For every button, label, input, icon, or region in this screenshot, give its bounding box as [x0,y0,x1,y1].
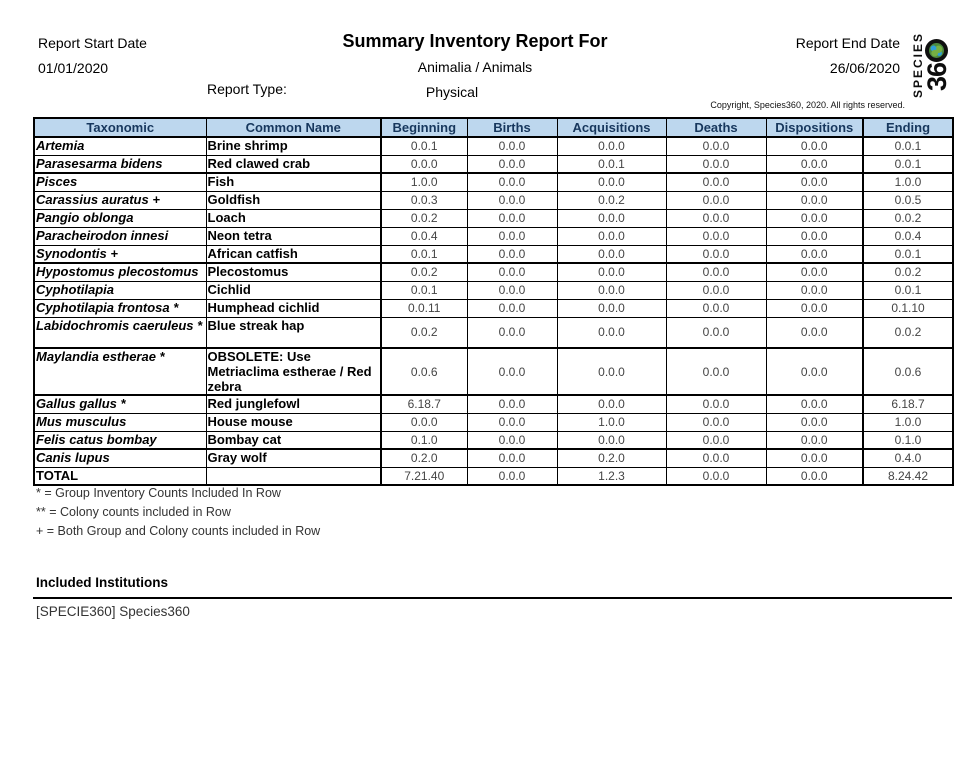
cell-births: 0.0.0 [467,227,557,245]
table-row [34,317,953,348]
cell-taxonomic: Paracheirodon innesi [34,227,206,245]
cell-common-name: Blue streak hap [206,317,381,348]
cell-beginning: 1.0.0 [381,173,467,191]
cell-ending: 0.1.10 [863,299,953,317]
table-row [34,137,953,155]
col-header-ending: Ending [863,118,953,137]
globe-icon [925,39,948,62]
page-title: Summary Inventory Report For [342,31,608,51]
cell-acquisitions: 0.0.0 [557,209,666,227]
cell-ending: 1.0.0 [863,173,953,191]
cell-deaths: 0.0.0 [666,395,766,413]
cell-births: 0.0.0 [467,317,557,348]
institution-item: [SPECIE360] Species360 [36,604,190,619]
logo-wordmark-species: SPECIES [910,31,925,99]
page-subtitle: Animalia / Animals [417,59,533,75]
cell-births: 0.0.0 [467,348,557,395]
cell-acquisitions: 1.2.3 [557,467,666,485]
report-type-label: Report Type: [207,81,287,97]
cell-beginning: 6.18.7 [381,395,467,413]
cell-beginning: 0.0.2 [381,317,467,348]
cell-dispositions: 0.0.0 [766,281,863,299]
cell-taxonomic: Hypostomus plecostomus [34,263,206,281]
cell-ending: 0.0.2 [863,209,953,227]
logo-36-text: 36 [921,62,952,92]
cell-acquisitions: 0.0.0 [557,263,666,281]
cell-deaths: 0.0.0 [666,263,766,281]
footnote-group-and-colony: + = Both Group and Colony counts included in Row [36,524,321,538]
cell-births: 0.0.0 [467,191,557,209]
cell-ending: 6.18.7 [863,395,953,413]
cell-beginning: 0.0.1 [381,137,467,155]
col-header-acquisitions: Acquisitions [557,118,666,137]
cell-taxonomic: Felis catus bombay [34,431,206,449]
cell-deaths: 0.0.0 [666,413,766,431]
cell-taxonomic: Pangio oblonga [34,209,206,227]
cell-births: 0.0.0 [467,449,557,467]
cell-taxonomic: Pisces [34,173,206,191]
cell-common-name: Bombay cat [206,431,381,449]
cell-births: 0.0.0 [467,173,557,191]
cell-beginning: 7.21.40 [381,467,467,485]
cell-dispositions: 0.0.0 [766,449,863,467]
cell-common-name: Fish [206,173,381,191]
included-institutions-section [33,575,952,619]
cell-births: 0.0.0 [467,395,557,413]
cell-beginning: 0.0.0 [381,155,467,173]
cell-dispositions: 0.0.0 [766,209,863,227]
cell-deaths: 0.0.0 [666,173,766,191]
cell-ending: 0.0.1 [863,245,953,263]
cell-ending: 0.0.2 [863,317,953,348]
cell-common-name: Brine shrimp [206,137,381,155]
cell-deaths: 0.0.0 [666,209,766,227]
cell-taxonomic: Artemia [34,137,206,155]
cell-taxonomic: Labidochromis caeruleus * [34,317,206,348]
cell-acquisitions: 0.0.1 [557,155,666,173]
cell-beginning: 0.0.1 [381,281,467,299]
table-total-row [34,467,953,485]
cell-acquisitions: 0.0.0 [557,245,666,263]
cell-taxonomic: Cyphotilapia frontosa * [34,299,206,317]
cell-dispositions: 0.0.0 [766,317,863,348]
cell-births: 0.0.0 [467,245,557,263]
report-type-value: Physical [425,84,479,100]
cell-taxonomic: Mus musculus [34,413,206,431]
cell-taxonomic: Gallus gallus * [34,395,206,413]
cell-taxonomic: Maylandia estherae * [34,348,206,395]
cell-deaths: 0.0.0 [666,449,766,467]
cell-beginning: 0.0.1 [381,245,467,263]
cell-common-name [206,467,381,485]
cell-dispositions: 0.0.0 [766,431,863,449]
table-row [34,209,953,227]
cell-acquisitions: 1.0.0 [557,413,666,431]
table-row [34,299,953,317]
logo-wordmark-360 [921,39,952,92]
cell-acquisitions: 0.0.0 [557,281,666,299]
cell-dispositions: 0.0.0 [766,413,863,431]
col-header-births: Births [467,118,557,137]
cell-ending: 0.1.0 [863,431,953,449]
cell-deaths: 0.0.0 [666,155,766,173]
cell-total-label: TOTAL [34,467,206,485]
report-start-date-value: 01/01/2020 [38,60,109,76]
cell-deaths: 0.0.0 [666,348,766,395]
included-institutions-heading: Included Institutions [33,575,952,599]
col-header-dispositions: Dispositions [766,118,863,137]
table-row [34,395,953,413]
report-end-date-block [796,36,900,76]
cell-common-name: OBSOLETE: Use Metriaclima estherae / Red zebra [206,348,381,395]
table-row [34,191,953,209]
cell-beginning: 0.0.4 [381,227,467,245]
cell-births: 0.0.0 [467,467,557,485]
cell-common-name: House mouse [206,413,381,431]
cell-ending: 0.4.0 [863,449,953,467]
table-row [34,173,953,191]
cell-deaths: 0.0.0 [666,227,766,245]
table-row [34,449,953,467]
cell-births: 0.0.0 [467,413,557,431]
cell-ending: 0.0.4 [863,227,953,245]
cell-beginning: 0.0.11 [381,299,467,317]
table-row [34,245,953,263]
cell-dispositions: 0.0.0 [766,395,863,413]
table-row [34,155,953,173]
cell-common-name: African catfish [206,245,381,263]
cell-common-name: Humphead cichlid [206,299,381,317]
footnote-colony: ** = Colony counts included in Row [36,505,231,519]
cell-taxonomic: Cyphotilapia [34,281,206,299]
cell-acquisitions: 0.0.0 [557,227,666,245]
cell-acquisitions: 0.0.0 [557,317,666,348]
footnote-group: * = Group Inventory Counts Included In Row [36,486,281,500]
cell-common-name: Red clawed crab [206,155,381,173]
cell-deaths: 0.0.0 [666,317,766,348]
cell-beginning: 0.0.2 [381,263,467,281]
cell-ending: 0.0.1 [863,155,953,173]
cell-common-name: Loach [206,209,381,227]
table-row [34,431,953,449]
species360-logo [906,26,954,104]
cell-ending: 0.0.1 [863,137,953,155]
cell-dispositions: 0.0.0 [766,467,863,485]
cell-dispositions: 0.0.0 [766,263,863,281]
cell-births: 0.0.0 [467,209,557,227]
cell-acquisitions: 0.2.0 [557,449,666,467]
cell-births: 0.0.0 [467,299,557,317]
cell-beginning: 0.0.0 [381,413,467,431]
cell-dispositions: 0.0.0 [766,227,863,245]
cell-beginning: 0.0.6 [381,348,467,395]
table-row [34,413,953,431]
cell-taxonomic: Parasesarma bidens [34,155,206,173]
cell-common-name: Red junglefowl [206,395,381,413]
cell-acquisitions: 0.0.2 [557,191,666,209]
cell-ending: 0.0.6 [863,348,953,395]
table-row [34,227,953,245]
cell-common-name: Neon tetra [206,227,381,245]
cell-acquisitions: 0.0.0 [557,173,666,191]
cell-births: 0.0.0 [467,263,557,281]
col-header-beginning: Beginning [381,118,467,137]
footnotes [36,487,320,544]
col-header-deaths: Deaths [666,118,766,137]
cell-dispositions: 0.0.0 [766,173,863,191]
cell-common-name: Goldfish [206,191,381,209]
cell-beginning: 0.2.0 [381,449,467,467]
cell-deaths: 0.0.0 [666,467,766,485]
cell-dispositions: 0.0.0 [766,299,863,317]
cell-taxonomic: Synodontis + [34,245,206,263]
table-header-row [34,118,953,137]
cell-ending: 1.0.0 [863,413,953,431]
col-header-taxonomic: Taxonomic [34,118,206,137]
cell-deaths: 0.0.0 [666,299,766,317]
cell-taxonomic: Canis lupus [34,449,206,467]
report-end-date-value: 26/06/2020 [829,60,900,76]
cell-common-name: Plecostomus [206,263,381,281]
table-row [34,281,953,299]
table-row [34,263,953,281]
cell-births: 0.0.0 [467,281,557,299]
cell-dispositions: 0.0.0 [766,245,863,263]
copyright-notice: Copyright, Species360, 2020. All rights reserved. [710,100,905,110]
table-row [34,348,953,395]
cell-acquisitions: 0.0.0 [557,395,666,413]
cell-births: 0.0.0 [467,155,557,173]
cell-acquisitions: 0.0.0 [557,299,666,317]
cell-deaths: 0.0.0 [666,191,766,209]
cell-acquisitions: 0.0.0 [557,137,666,155]
cell-deaths: 0.0.0 [666,431,766,449]
cell-dispositions: 0.0.0 [766,155,863,173]
cell-deaths: 0.0.0 [666,281,766,299]
report-start-date-label: Report Start Date [38,35,147,51]
cell-dispositions: 0.0.0 [766,137,863,155]
col-header-common-name: Common Name [206,118,381,137]
inventory-table [33,117,954,486]
cell-births: 0.0.0 [467,137,557,155]
cell-deaths: 0.0.0 [666,137,766,155]
cell-deaths: 0.0.0 [666,245,766,263]
cell-common-name: Gray wolf [206,449,381,467]
cell-acquisitions: 0.0.0 [557,431,666,449]
cell-beginning: 0.0.2 [381,209,467,227]
cell-taxonomic: Carassius auratus + [34,191,206,209]
cell-ending: 0.0.2 [863,263,953,281]
cell-ending: 8.24.42 [863,467,953,485]
report-end-date-label: Report End Date [795,35,900,51]
cell-dispositions: 0.0.0 [766,348,863,395]
cell-beginning: 0.1.0 [381,431,467,449]
cell-births: 0.0.0 [467,431,557,449]
cell-acquisitions: 0.0.0 [557,348,666,395]
cell-ending: 0.0.1 [863,281,953,299]
cell-ending: 0.0.5 [863,191,953,209]
cell-dispositions: 0.0.0 [766,191,863,209]
cell-beginning: 0.0.3 [381,191,467,209]
cell-common-name: Cichlid [206,281,381,299]
